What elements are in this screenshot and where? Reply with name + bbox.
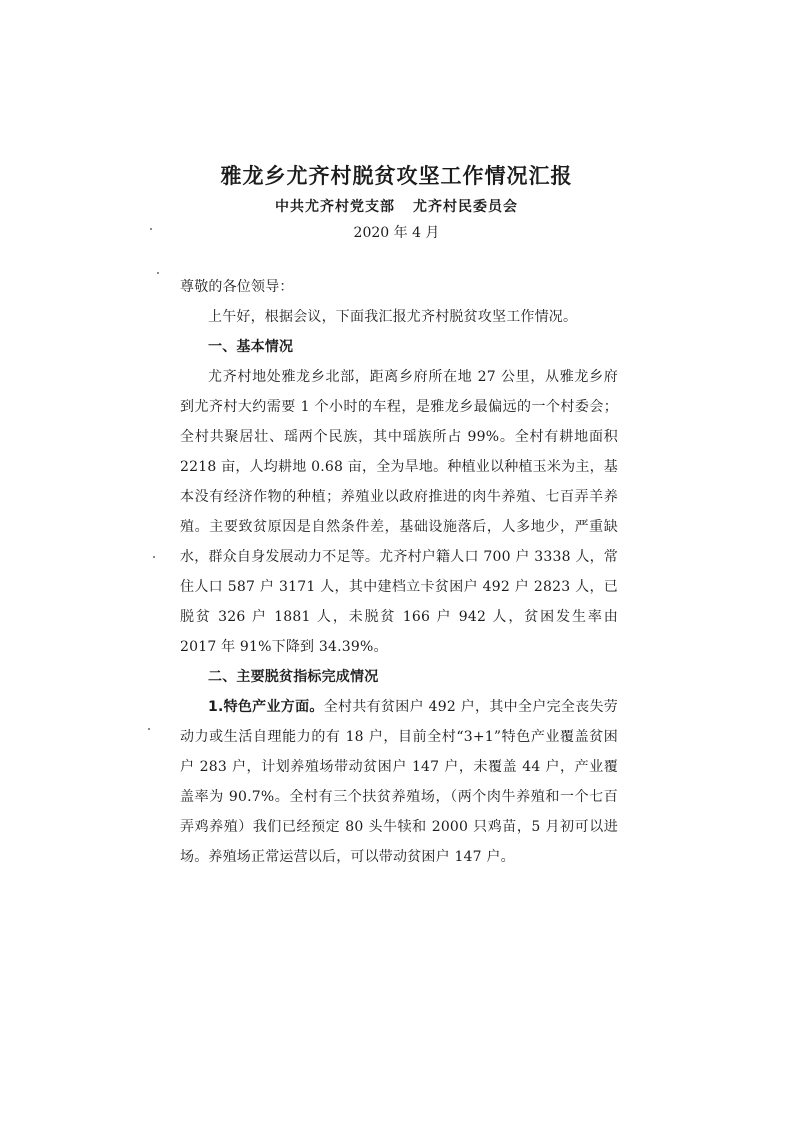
- salutation: 尊敬的各位领导：: [180, 279, 294, 295]
- industry-body: 全村共有贫困户 492 户，其中全户完全丧失劳动力或生活自理能力的有 18 户，目前全村“3+1”特色产业覆盖贫困户 283 户，计划养殖场带动贫困户 147 户，未覆盖 44 户，产业覆盖率为 90.7%。全村有三个扶贫养殖场，（两个肉牛养殖和一个七百弄鸡养殖）我们已经预定 80 头牛犊和 2000 只鸡苗，5 月初可以进场。养殖场正常运营以后，可以带动贫困户 147 户。: [180, 699, 619, 865]
- industry-lead: 1.特色产业方面。: [208, 699, 324, 715]
- document-date: 2020 年 4 月: [353, 225, 440, 241]
- party-branch-name: 中共尤齐村党支部: [275, 199, 395, 215]
- scan-speck: [153, 556, 155, 558]
- issuing-organizations: [0, 196, 793, 216]
- section-heading-indicators: 二、主要脱贫指标完成情况: [208, 669, 379, 685]
- section-heading-basic-info: 一、基本情况: [208, 339, 294, 355]
- basic-info-paragraph: 尤齐村地处雅龙乡北部，距离乡府所在地 27 公里，从雅龙乡府到尤齐村大约需要 1 个小时的车程，是雅龙乡最偏远的一个村委会；全村共聚居壮、瑶两个民族，其中瑶族所占 99%。全村有耕地面积 2218 亩，人均耕地 0.68 亩，全为旱地。种植业以种植玉米为主，基本没有经济作物的种植；养殖业以政府推进的肉牛养殖、七百弄羊养殖。主要致贫原因是自然条件差，基础设施落后，人多地少，严重缺水，群众自身发展动力不足等。尤齐村户籍人口 700 户 3338 人，常住人口 587 户 3171 人，其中建档立卡贫困户 492 户 2823 人，已脱贫 326 户 1881 人，未脱贫 166 户 942 人，贫困发生率由 2017 年 91%下降到 34.39%。: [180, 369, 619, 655]
- scan-speck: [150, 228, 152, 230]
- industry-paragraph: [180, 692, 618, 872]
- document-title: 雅龙乡尤齐村脱贫攻坚工作情况汇报: [220, 163, 573, 188]
- document-body: [180, 272, 618, 872]
- intro-paragraph: 上午好，根据会议，下面我汇报尤齐村脱贫攻坚工作情况。: [208, 309, 578, 325]
- village-committee-name: 尤齐村民委员会: [413, 199, 518, 215]
- scan-speck: [148, 728, 150, 730]
- scan-speck: [157, 272, 159, 274]
